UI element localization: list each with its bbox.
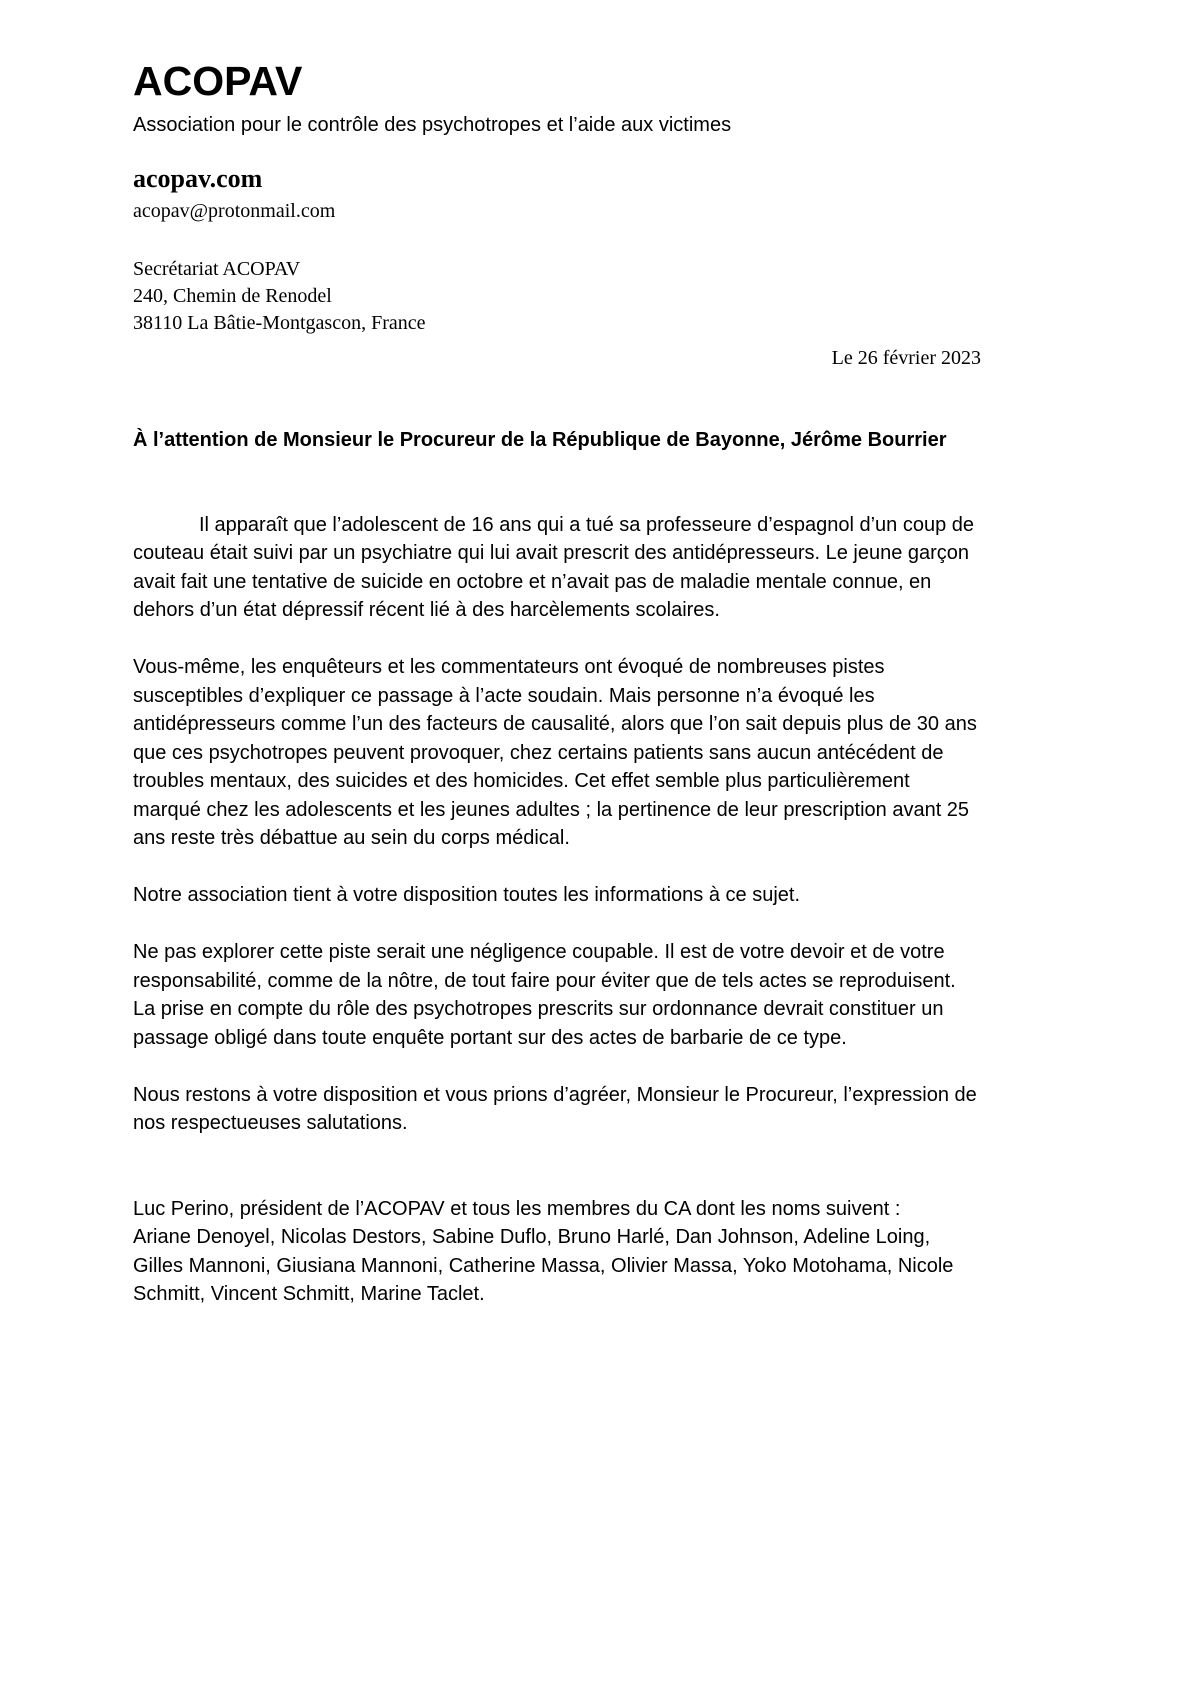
signature-block [133,1195,981,1309]
website-url: acopav.com [133,164,263,193]
sender-street-line: 240, Chemin de Renodel [133,285,332,307]
letter-body [133,511,981,1138]
signature-members: Ariane Denoyel, Nicolas Destors, Sabine Duflo, Bruno Harlé, Dan Johnson, Adeline Loing, Gilles Mannoni, Giusiana Mannoni, Catherine Massa, Olivier Massa, Yoko Motohama, Nicole Schmitt, Vincent Schmitt, Marine Taclet. [133,1226,954,1305]
letter-content [133,58,981,1309]
sender-secretariat-line: Secrétariat ACOPAV [133,258,301,280]
sender-address-block [133,256,981,337]
date-line: Le 26 février 2023 [831,347,981,369]
org-tagline: Association pour le contrôle des psychotropes et l’aide aux victimes [133,114,732,136]
sender-city-line: 38110 La Bâtie-Montgascon, France [133,312,426,334]
body-paragraph-1: Il apparaît que l’adolescent de 16 ans qui a tué sa professeure d’espagnol d’un coup de couteau était suivi par un psychiatre qui lui avait prescrit des antidépresseurs. Le jeune garçon avait fait une tentative de suicide en octobre et n’avait pas de maladie mentale connue, en dehors d’un état dépressif récent lié à des harcèlements scolaires. [133,513,974,621]
body-paragraph-5: Nous restons à votre disposition et vous prions d’agréer, Monsieur le Procureur, l’expression de nos respectueuses salutations. [133,1083,977,1134]
recipient-heading: À l’attention de Monsieur le Procureur de la République de Bayonne, Jérôme Bourrier [133,429,947,451]
signature-intro: Luc Perino, président de l’ACOPAV et tous les membres du CA dont les noms suivent : [133,1197,901,1220]
org-name: ACOPAV [133,58,303,104]
body-paragraph-4: Ne pas explorer cette piste serait une négligence coupable. Il est de votre devoir et de votre responsabilité, comme de la nôtre, de tout faire pour éviter que de tels actes se reproduisent. La prise en compte du rôle des psychotropes prescrits sur ordonnance devrait constituer un passage obligé dans toute enquête portant sur des actes de barbarie de ce type. [133,941,956,1049]
body-paragraph-2: Vous-même, les enquêteurs et les commentateurs ont évoqué de nombreuses pistes susceptibles d’expliquer ce passage à l’acte soudain. Mais personne n’a évoqué les antidépresseurs comme l’un des facteurs de causalité, alors que l’on sait depuis plus de 30 ans que ces psychotropes peuvent provoquer, chez certains patients sans aucun antécédent de troubles mentaux, des suicides et des homicides. Cet effet semble plus particulièrement marqué chez les adolescents et les jeunes adultes ; la pertinence de leur prescription avant 25 ans reste très débattue au sein du corps médical. [133,656,977,849]
email-address: acopav@protonmail.com [133,200,336,222]
body-paragraph-3: Notre association tient à votre disposition toutes les informations à ce sujet. [133,884,801,906]
